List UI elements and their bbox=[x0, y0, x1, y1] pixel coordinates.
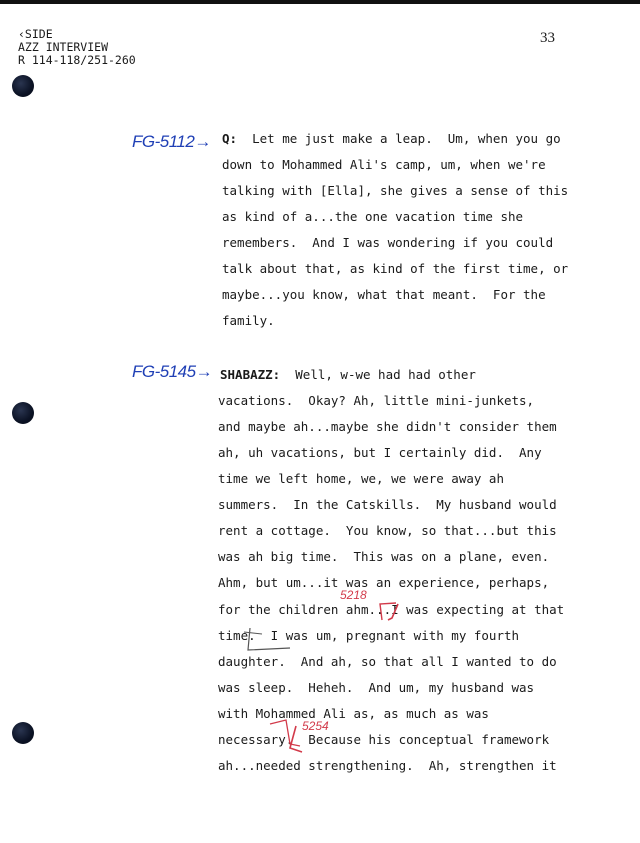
punch-hole-top bbox=[12, 75, 34, 97]
punch-hole-middle bbox=[12, 402, 34, 424]
shabazz-line: necessary. Because his conceptual framework bbox=[218, 732, 550, 747]
q-line: maybe...you know, what that meant. For the bbox=[222, 287, 546, 302]
q-speaker-label: Q: bbox=[222, 131, 238, 146]
q-line: talking with [Ella], she gives a sense of this bbox=[222, 183, 569, 198]
header-line-2: ΑZZ INTERVIEW bbox=[18, 40, 109, 54]
q-first-line-text: Let me just make a leap. Um, when you go bbox=[237, 131, 561, 146]
handwritten-timecode-shabazz: FG-5145→ bbox=[132, 362, 213, 381]
shabazz-first-line bbox=[220, 366, 476, 384]
shabazz-line: Ahm, but um...it was an experience, perhaps, bbox=[218, 575, 550, 590]
shabazz-line: daughter. And ah, so that all I wanted to do bbox=[218, 654, 557, 669]
shabazz-line: time. I was um, pregnant with my fourth bbox=[218, 628, 520, 643]
shabazz-speaker-label: SHABAZZ: bbox=[220, 367, 281, 382]
q-line: family. bbox=[222, 313, 275, 328]
page-number: 33 bbox=[540, 30, 555, 46]
shabazz-line: with Mohammed Ali as, as much as was bbox=[218, 706, 489, 721]
q-first-line bbox=[222, 130, 561, 148]
shabazz-line: ah, uh vacations, but I certainly did. Any bbox=[218, 445, 542, 460]
handwritten-timecode-red-2: 5254 bbox=[302, 719, 329, 733]
handwritten-timecode-q: FG-5112→ bbox=[132, 132, 211, 151]
q-line: as kind of a...the one vacation time she bbox=[222, 209, 524, 224]
q-line: remembers. And I was wondering if you could bbox=[222, 235, 554, 250]
shabazz-line: summers. In the Catskills. My husband would bbox=[218, 497, 557, 512]
handwritten-timecode-red-1: 5218 bbox=[340, 588, 367, 602]
q-line: talk about that, as kind of the first time, or bbox=[222, 261, 569, 276]
shabazz-line: ah...needed strengthening. Ah, strengthen it bbox=[218, 758, 557, 773]
shabazz-line: for the children ahm...I was expecting at that bbox=[218, 602, 565, 617]
q-line: down to Mohammed Ali's camp, um, when we're bbox=[222, 157, 546, 172]
shabazz-line: was ah big time. This was on a plane, even. bbox=[218, 549, 550, 564]
header-line-1: ‹SIDE bbox=[18, 27, 53, 41]
shabazz-line: was sleep. Heheh. And um, my husband was bbox=[218, 680, 535, 695]
shabazz-line: rent a cottage. You know, so that...but this bbox=[218, 523, 557, 538]
punch-hole-bottom bbox=[12, 722, 34, 744]
shabazz-line: and maybe ah...maybe she didn't consider them bbox=[218, 419, 557, 434]
header-line-3: R 114-118/251-260 bbox=[18, 53, 136, 67]
shabazz-first-line-text: Well, w-we had had other bbox=[280, 367, 476, 382]
top-edge-bar bbox=[0, 0, 640, 4]
shabazz-line: time we left home, we, we were away ah bbox=[218, 471, 504, 486]
shabazz-line: vacations. Okay? Ah, little mini-junkets, bbox=[218, 393, 535, 408]
